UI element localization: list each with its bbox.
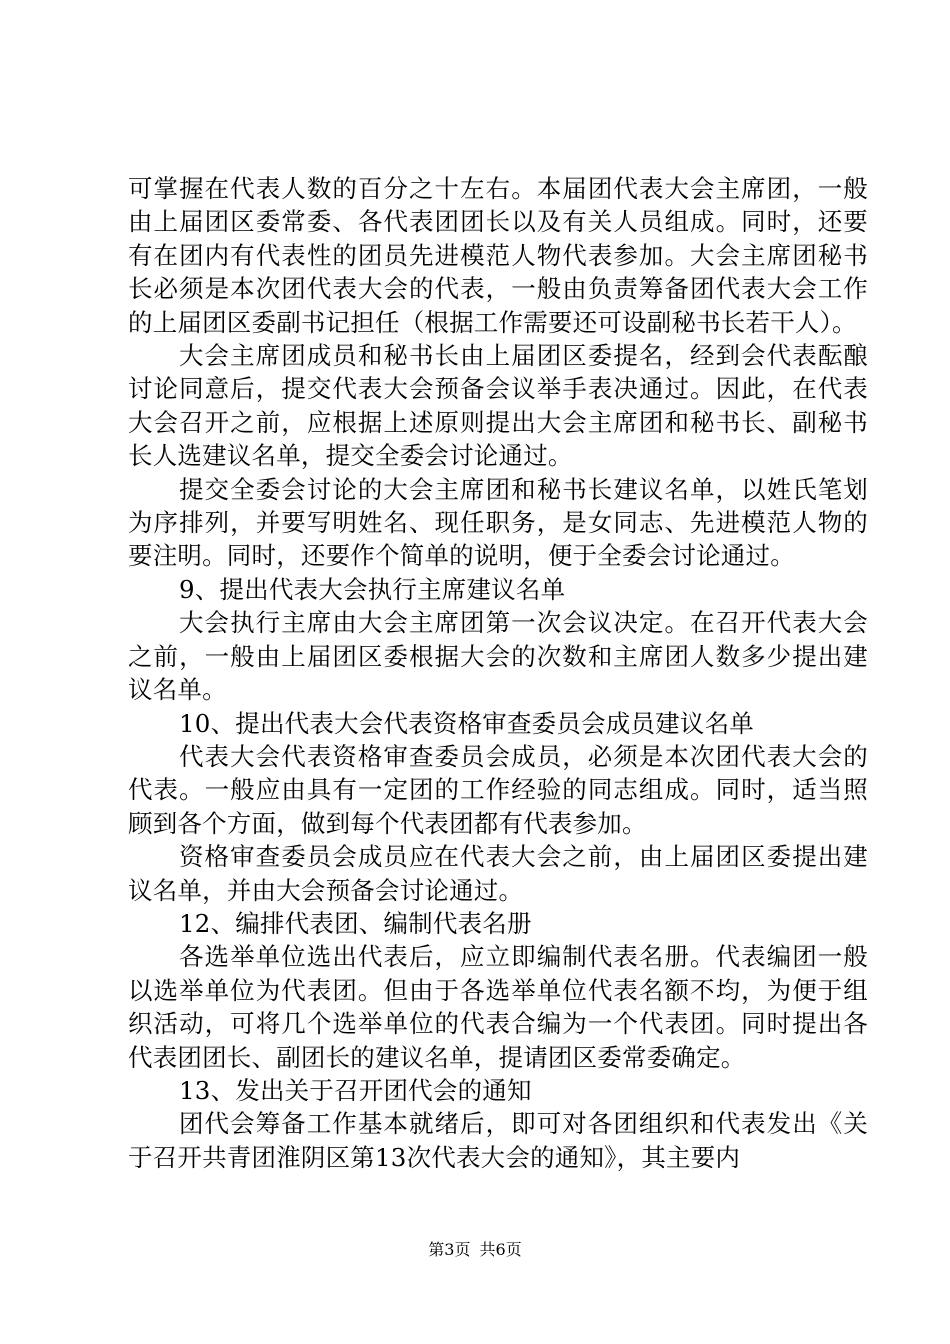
document-body: [128, 172, 868, 1174]
section-heading-13: 13、发出关于召开团代会的通知: [179, 1075, 532, 1105]
paragraph-5: 代表大会代表资格审查委员会成员，必须是本次团代表大会的代表。一般应由具有一定团的工作经验的同志组成。同时，适当照顾到各个方面，做到每个代表团都有代表参加。: [128, 741, 868, 838]
section-heading-9: 9、提出代表大会执行主席建议名单: [179, 574, 566, 604]
section-heading-10: 10、提出代表大会代表资格审查委员会成员建议名单: [179, 708, 754, 738]
page-footer: [0, 1240, 950, 1260]
paragraph-8: 团代会筹备工作基本就绪后，即可对各团组织和代表发出《关于召开共青团淮阴区第13次代表大会的通知》，其主要内: [128, 1109, 868, 1172]
paragraph-7: 各选举单位选出代表后，应立即编制代表名册。代表编团一般以选举单位为代表团。但由于各选举单位代表名额不均，为便于组织活动，可将几个选举单位的代表合编为一个代表团。同时提出各代表团团长、副团长的建议名单，提请团区委常委确定。: [128, 942, 868, 1072]
paragraph-4: 大会执行主席由大会主席团第一次会议决定。在召开代表大会之前，一般由上届团区委根据大会的次数和主席团人数多少提出建议名单。: [128, 608, 868, 705]
paragraph-3: 提交全委会讨论的大会主席团和秘书长建议名单，以姓氏笔划为序排列，并要写明姓名、现任职务，是女同志、先进模范人物的要注明。同时，还要作个简单的说明，便于全委会讨论通过。: [128, 474, 868, 571]
paragraph-2: 大会主席团成员和秘书长由上届团区委提名，经到会代表酝酿讨论同意后，提交代表大会预备会议举手表决通过。因此，在代表大会召开之前，应根据上述原则提出大会主席团和秘书长、副秘书长人选建议名单，提交全委会讨论通过。: [128, 341, 868, 471]
page-number: 第3页: [428, 1240, 471, 1259]
paragraph-1: 可掌握在代表人数的百分之十左右。本届团代表大会主席团，一般由上届团区委常委、各代表团团长以及有关人员组成。同时，还要有在团内有代表性的团员先进模范人物代表参加。大会主席团秘书长必须是本次团代表大会的代表，一般由负责筹备团代表大会工作的上届团区委副书记担任（根据工作需要还可设副秘书长若干人）。: [128, 174, 868, 337]
section-heading-12: 12、编排代表团、编制代表名册: [179, 908, 532, 938]
paragraph-6: 资格审查委员会成员应在代表大会之前，由上届团区委提出建议名单，并由大会预备会讨论通过。: [128, 842, 868, 905]
page-total: 共6页: [479, 1240, 522, 1259]
